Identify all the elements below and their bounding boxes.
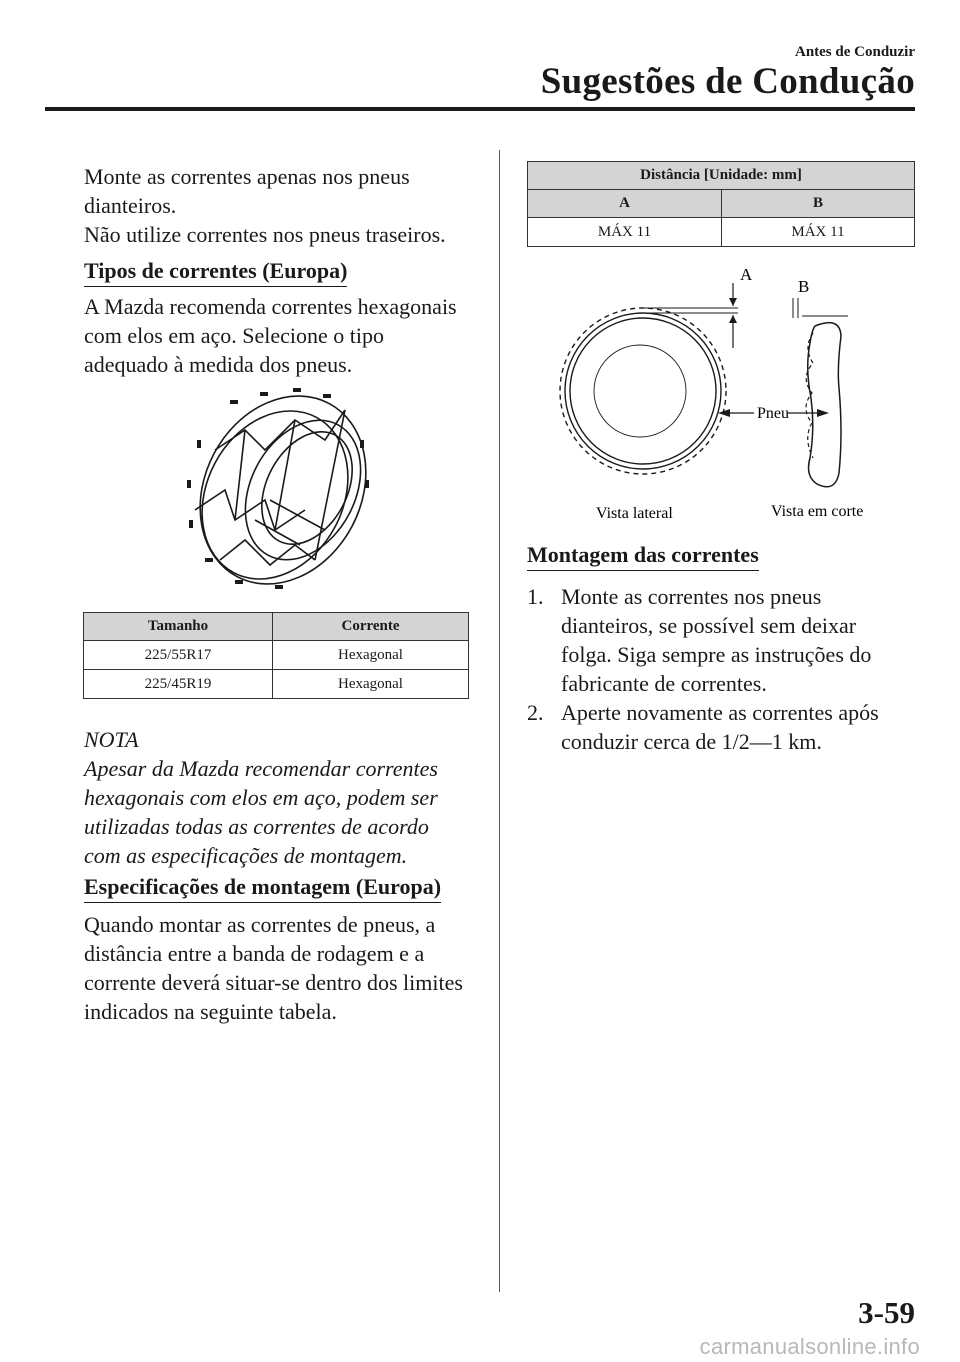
intro-line: Monte as correntes apenas nos pneus	[84, 164, 410, 189]
step-line: folga. Siga sempre as instruções do	[561, 642, 872, 667]
table-row	[84, 670, 469, 699]
specs-line: indicados na seguinte tabela.	[84, 999, 337, 1024]
table-header-chain: Corrente	[273, 613, 469, 641]
chain-outline-dash	[560, 308, 726, 474]
table-title-row	[528, 162, 915, 190]
step-line: Aperte novamente as correntes após	[561, 700, 879, 725]
step-number: 2.	[527, 700, 544, 725]
list-item	[527, 698, 907, 756]
table-row	[528, 218, 915, 247]
note-title: NOTA	[84, 727, 139, 752]
distance-table	[527, 161, 915, 247]
snow-chain-illustration	[175, 380, 385, 595]
intro-line: Não utilize correntes nos pneus traseiros.	[84, 222, 446, 247]
note-block	[84, 725, 438, 870]
intro-line: dianteiros.	[84, 193, 177, 218]
table-header-a: A	[528, 190, 722, 218]
page-title: Sugestões de Condução	[540, 61, 915, 102]
table-header-size: Tamanho	[84, 613, 273, 641]
mounting-steps	[527, 582, 907, 756]
table-cell: 225/45R19	[84, 670, 273, 699]
specs-paragraph	[84, 910, 463, 1026]
column-divider	[499, 150, 500, 1292]
note-line: com as especificações de montagem.	[84, 843, 408, 868]
types-line: A Mazda recomenda correntes hexagonais	[84, 294, 457, 319]
specs-line: corrente deverá situar-se dentro dos limites	[84, 970, 463, 995]
note-line: hexagonais com elos em aço, podem ser	[84, 785, 438, 810]
label-section-view: Vista em corte	[771, 503, 864, 520]
label-side-view: Vista lateral	[596, 505, 673, 522]
label-tire: Pneu	[757, 405, 789, 422]
step-line: fabricante de correntes.	[561, 671, 767, 696]
step-line: Monte as correntes nos pneus	[561, 584, 822, 609]
watermark: carmanualsonline.info	[699, 1334, 920, 1359]
header-rule	[45, 107, 915, 111]
section-label: Antes de Conduzir	[794, 44, 915, 60]
types-line: com elos em aço. Selecione o tipo	[84, 323, 384, 348]
table-cell: Hexagonal	[273, 641, 469, 670]
specs-line: Quando montar as correntes de pneus, a	[84, 912, 436, 937]
note-line: Apesar da Mazda recomendar correntes	[84, 756, 438, 781]
heading-chain-types: Tipos de correntes (Europa)	[84, 257, 347, 287]
label-a: A	[740, 265, 753, 284]
distance-table-title: Distância [Unidade: mm]	[528, 162, 915, 190]
heading-mounting-specs: Especificações de montagem (Europa)	[84, 873, 441, 903]
table-header-row	[528, 190, 915, 218]
label-b: B	[798, 277, 810, 296]
types-line: adequado à medida dos pneus.	[84, 352, 353, 377]
step-line: dianteiros, se possível sem deixar	[561, 613, 857, 638]
specs-line: distância entre a banda de rodagem e a	[84, 941, 425, 966]
table-cell: 225/55R17	[84, 641, 273, 670]
tire-clearance-diagram	[540, 258, 900, 528]
chain-size-table	[83, 612, 469, 699]
table-cell: Hexagonal	[273, 670, 469, 699]
table-row	[84, 641, 469, 670]
intro-paragraph	[84, 162, 446, 249]
types-paragraph	[84, 292, 457, 379]
page-number: 3-59	[858, 1295, 915, 1330]
list-item	[527, 582, 907, 698]
note-line: utilizadas todas as correntes de acordo	[84, 814, 429, 839]
table-cell-b-value: MÁX 11	[722, 218, 915, 247]
step-number: 1.	[527, 584, 544, 609]
table-cell-a-value: MÁX 11	[528, 218, 722, 247]
heading-chain-mounting: Montagem das correntes	[527, 541, 759, 571]
table-header-row	[84, 613, 469, 641]
table-header-b: B	[722, 190, 915, 218]
step-line: conduzir cerca de 1/2―1 km.	[561, 729, 822, 754]
